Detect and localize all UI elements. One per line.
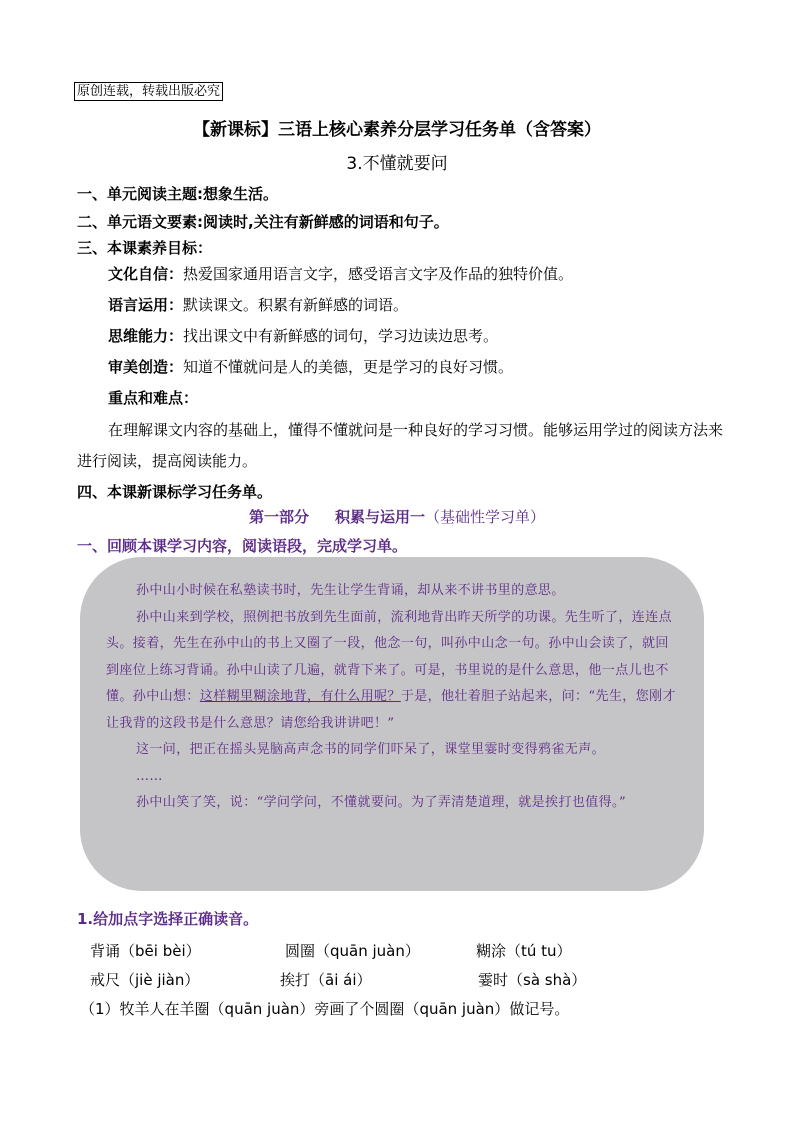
section-3-heading: 三、本课素养目标： xyxy=(77,239,213,257)
passage-paragraph xyxy=(106,605,682,738)
question-sentence: （1）牧羊人在羊圈（quān juàn）旁画了个圆圈（quān juàn）做记号。 xyxy=(80,1000,570,1018)
goal-text: 知道不懂就问是人的美德，更是学习的良好习惯。 xyxy=(183,358,514,376)
key-points-text: 在理解课文内容的基础上，懂得不懂就问是一种良好的学习习惯。能够运用学过的阅读方法来进行阅读，提高阅读能力。 xyxy=(77,421,724,470)
goal-thinking xyxy=(108,325,498,347)
goal-culture xyxy=(108,263,573,285)
pinyin-item: 戒尺（jiè jiàn） xyxy=(90,971,200,989)
part-name: 积累与运用一 xyxy=(334,508,425,526)
document-title: 【新课标】三语上核心素养分层学习任务单（含答案） xyxy=(193,120,601,140)
task-part-title xyxy=(0,506,794,527)
pinyin-item: 挨打（āi ái） xyxy=(280,971,372,989)
pinyin-item: 霎时（sà shà） xyxy=(478,971,587,989)
pinyin-option[interactable]: （quān juàn） xyxy=(404,1000,510,1018)
goal-label: 语言运用： xyxy=(108,296,184,314)
pinyin-item: 圆圈（quān juàn） xyxy=(285,942,420,960)
lesson-title: 3.不懂就要问 xyxy=(346,154,448,174)
pinyin-item: 背诵（bēi bèi） xyxy=(90,942,201,960)
task-instruction: 一、回顾本课学习内容，阅读语段，完成学习单。 xyxy=(77,537,408,555)
section-1-heading: 一、单元阅读主题:想象生活。 xyxy=(77,185,278,203)
passage-paragraph: 这一问，把正在摇头晃脑高声念书的同学们吓呆了，课堂里霎时变得鸦雀无声。 xyxy=(136,742,606,757)
goal-text: 找出课文中有新鲜感的词句，学习边读边思考。 xyxy=(183,327,499,345)
passage-paragraph: 孙中山笑了笑，说：“学问学问，不懂就要问。为了弄清楚道理，就是挨打也值得。” xyxy=(136,795,626,810)
key-points-label: 重点和难点： xyxy=(108,389,199,407)
part-type: （基础性学习单） xyxy=(425,508,546,526)
section-2-heading: 二、单元语文要素:阅读时,关注有新鲜感的词语和句子。 xyxy=(77,213,449,231)
part-label: 第一部分 xyxy=(248,508,309,526)
goal-language xyxy=(108,294,408,316)
goal-aesthetic xyxy=(108,356,513,378)
pinyin-option[interactable]: （quān juàn） xyxy=(209,1000,315,1018)
question-1-title: 1.给加点字选择正确读音。 xyxy=(77,910,259,928)
passage-text: 于是，他壮着胆子站起来，问：“先生，您刚才让我背的这段书是什么意思？请您给我讲讲吧！” xyxy=(106,689,676,731)
copyright-stamp: 原创连载，转载出版必究 xyxy=(74,82,223,101)
pinyin-item: 糊涂（tú tu） xyxy=(476,942,572,960)
underlined-sentence: 这样糊里糊涂地背，有什么用呢？ xyxy=(199,689,401,704)
passage-text: 孙中山来到学校，照例把书放到先生面前，流利地背出昨天所学的功课。先生听了，连连点头。接着，先生在孙中山的书上又圈了一段，他念一句，叫孙中山念一句。孙中山会读了，就回到座位上练习背诵。孙中山读了几遍，就背下来了。可是，书里说的是什么意思，他一点儿也不懂。孙中山想： xyxy=(106,609,673,704)
reading-passage xyxy=(106,578,682,817)
passage-paragraph: 孙中山小时候在私塾读书时，先生让学生背诵，却从来不讲书里的意思。 xyxy=(136,583,565,598)
goal-text: 热爱国家通用语言文字，感受语言文字及作品的独特价值。 xyxy=(183,265,574,283)
goal-label: 审美创造： xyxy=(108,358,184,376)
goal-label: 思维能力： xyxy=(108,327,184,345)
passage-ellipsis: …… xyxy=(136,768,163,784)
section-4-heading: 四、本课新课标学习任务单。 xyxy=(77,483,273,501)
goal-text: 默读课文。积累有新鲜感的词语。 xyxy=(183,296,409,314)
goal-label: 文化自信： xyxy=(108,265,184,283)
